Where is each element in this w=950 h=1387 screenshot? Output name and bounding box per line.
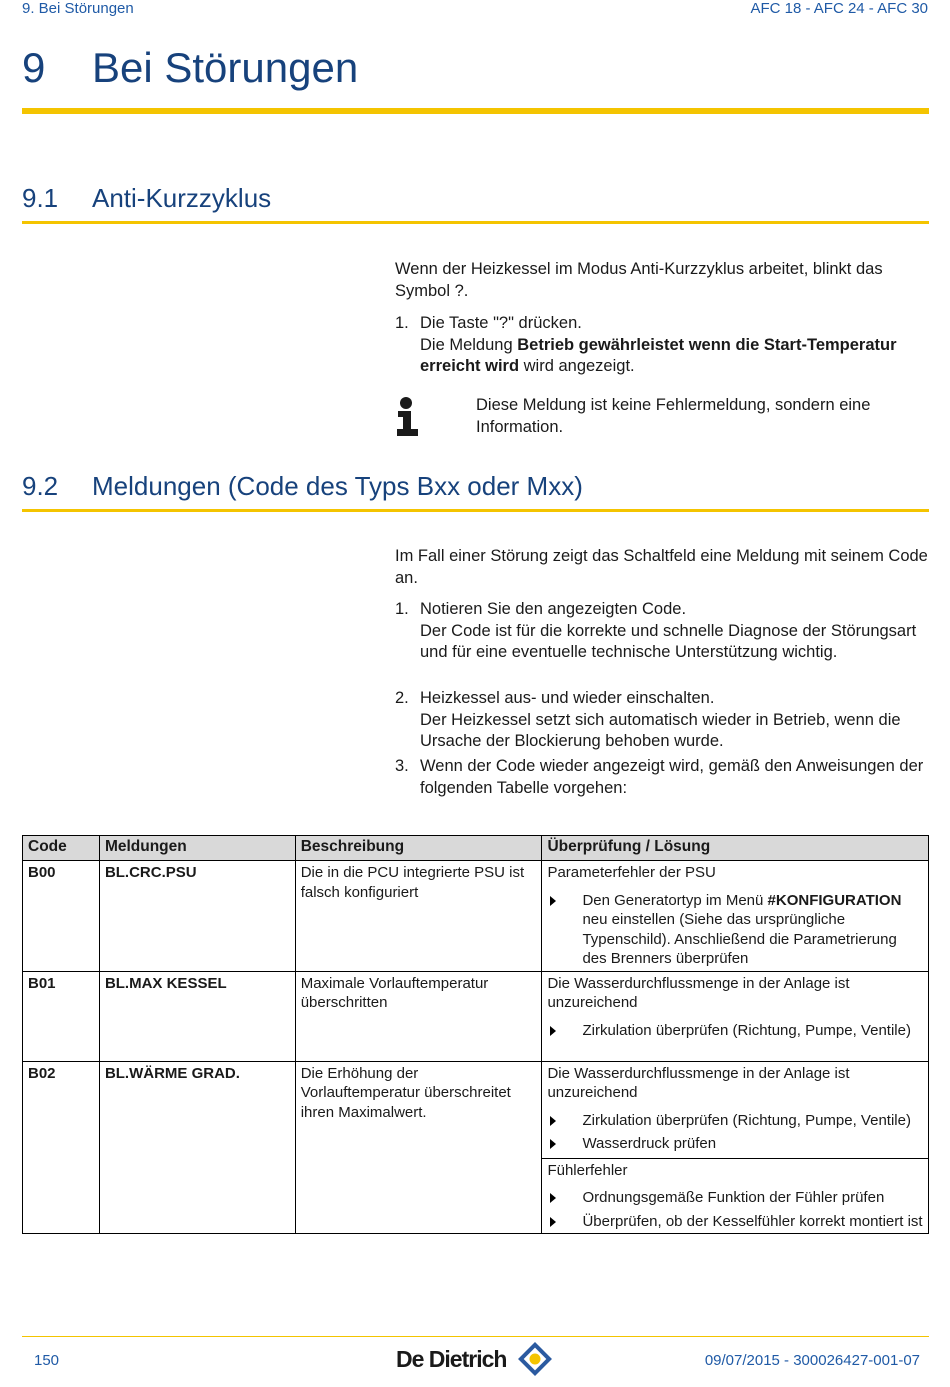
- cell-check: [542, 971, 929, 1061]
- step-1: [420, 599, 932, 664]
- table-header-row: [23, 836, 929, 861]
- check-bullet: [547, 1134, 923, 1154]
- table-row: [23, 1061, 929, 1234]
- error-code-table: [22, 835, 929, 1234]
- running-header-left: 9. Bei Störungen: [22, 0, 134, 17]
- cell-check: [542, 861, 929, 972]
- step-3-text: Wenn der Code wieder angezeigt wird, gemäß den Anweisungen der folgenden Tabelle vorgehen:: [420, 757, 924, 797]
- bullet-text: Wasserdruck prüfen: [582, 1135, 717, 1152]
- section-number-9-2: 9.2: [22, 471, 59, 501]
- bullet-text: Zirkulation überprüfen (Richtung, Pumpe, Ventile): [582, 1021, 911, 1039]
- step-1-text: Notieren Sie den angezeigten Code.: [420, 600, 687, 618]
- step-number-2: 2.: [395, 689, 409, 707]
- step-2: [420, 688, 932, 753]
- bullet-post: neu einstellen (Siehe das ursprüngliche Typenschild). Anschließend die Parametrierung des Brenners überprüfen: [582, 911, 897, 967]
- cell-check: [542, 1061, 929, 1234]
- detail-post: wird angezeigt.: [519, 357, 635, 375]
- section1-step-text: [420, 313, 932, 378]
- detail-bold: Betrieb gewährleistet wenn die Start-Temperatur erreicht wird: [420, 335, 897, 375]
- bullet-text: Zirkulation überprüfen (Richtung, Pumpe, Ventile): [582, 1111, 911, 1129]
- cell-code: B01: [23, 971, 100, 1061]
- chapter-number: 9: [22, 44, 46, 91]
- step-2-text: Heizkessel aus- und wieder einschalten.: [420, 689, 715, 707]
- chapter-rule: [22, 108, 929, 114]
- cell-description: Die in die PCU integrierte PSU ist falsch konfiguriert: [295, 861, 542, 972]
- bullet-pre: Den Generatortyp im Menü: [582, 891, 768, 909]
- brand-wordmark: De Dietrich: [396, 1346, 507, 1372]
- step-2-detail: Der Heizkessel setzt sich automatisch wieder in Betrieb, wenn die Ursache der Blockierung behoben wurde.: [420, 710, 901, 750]
- chapter-title: Bei Störungen: [92, 44, 359, 91]
- section1-step-line: Die Taste "?" drücken.: [420, 314, 582, 332]
- info-icon: [396, 397, 420, 437]
- section-title-9-1: Anti-Kurzzyklus: [92, 183, 272, 213]
- arrow-right-icon: [550, 1139, 556, 1149]
- step-1-detail: Der Code ist für die korrekte und schnelle Diagnose der Störungsart und für eine eventuelle technische Unterstützung wichtig.: [420, 621, 917, 661]
- check-title: Die Wasserdurchflussmenge in der Anlage ist unzureichend: [547, 1064, 850, 1101]
- check-bullet: [547, 891, 923, 969]
- running-header-right: AFC 18 - AFC 24 - AFC 30: [750, 0, 928, 17]
- section2-intro: Im Fall einer Störung zeigt das Schaltfeld eine Meldung mit seinem Code an.: [395, 547, 928, 587]
- bullet-bold: #KONFIGURATION: [767, 891, 902, 909]
- arrow-right-icon: [550, 896, 556, 906]
- cell-message: BL.WÄRME GRAD.: [99, 1061, 295, 1234]
- table-row: [23, 861, 929, 972]
- arrow-right-icon: [550, 1026, 556, 1036]
- page-number: 150: [34, 1352, 60, 1369]
- cell-code: B00: [23, 861, 100, 972]
- section1-step-number: 1.: [395, 314, 409, 332]
- check-bullet: [547, 1021, 923, 1041]
- bullet-text: Überprüfen, ob der Kesselfühler korrekt montiert ist: [582, 1212, 923, 1230]
- cell-description: Die Erhöhung der Vorlauftemperatur überschreitet ihren Maximalwert.: [295, 1061, 542, 1234]
- document-reference: 09/07/2015 - 300026427-001-07: [704, 1352, 920, 1369]
- column-header-code: Code: [23, 836, 100, 861]
- step-number-1: 1.: [395, 600, 409, 618]
- bullet-text: Ordnungsgemäße Funktion der Fühler prüfen: [582, 1189, 885, 1206]
- section-rule-9-2: [22, 509, 929, 512]
- check-bullet: [547, 1212, 923, 1232]
- check-title: Die Wasserdurchflussmenge in der Anlage ist unzureichend: [547, 974, 850, 1011]
- check-bullet: [547, 1188, 923, 1208]
- table-row: [23, 971, 929, 1061]
- section-rule-9-1: [22, 221, 929, 224]
- cell-code: B02: [23, 1061, 100, 1234]
- arrow-right-icon: [550, 1193, 556, 1203]
- cell-description: Maximale Vorlauftemperatur überschritten: [295, 971, 542, 1061]
- step-3: [420, 756, 932, 799]
- footer-rule: [22, 1336, 929, 1337]
- step-number-3: 3.: [395, 757, 409, 775]
- section-title-9-2: Meldungen (Code des Typs Bxx oder Mxx): [92, 471, 583, 501]
- section-number-9-1: 9.1: [22, 183, 59, 213]
- arrow-right-icon: [550, 1116, 556, 1126]
- check-title: Parameterfehler der PSU: [547, 864, 716, 881]
- info-note: Diese Meldung ist keine Fehlermeldung, sondern eine Information.: [476, 396, 871, 436]
- column-header-check: Überprüfung / Lösung: [542, 836, 929, 861]
- column-header-messages: Meldungen: [99, 836, 295, 861]
- column-header-description: Beschreibung: [295, 836, 542, 861]
- check-bullet: [547, 1111, 923, 1131]
- section1-step-detail: [420, 335, 932, 378]
- brand-logo: [396, 1342, 556, 1378]
- section1-intro: Wenn der Heizkessel im Modus Anti-Kurzzyklus arbeitet, blinkt das Symbol ?.: [395, 260, 883, 300]
- diamond-logo-icon: [518, 1342, 552, 1376]
- arrow-right-icon: [550, 1217, 556, 1227]
- check-title-2: Fühlerfehler: [542, 1158, 928, 1181]
- cell-message: BL.CRC.PSU: [99, 861, 295, 972]
- detail-pre: Die Meldung: [420, 335, 518, 354]
- cell-message: BL.MAX KESSEL: [99, 971, 295, 1061]
